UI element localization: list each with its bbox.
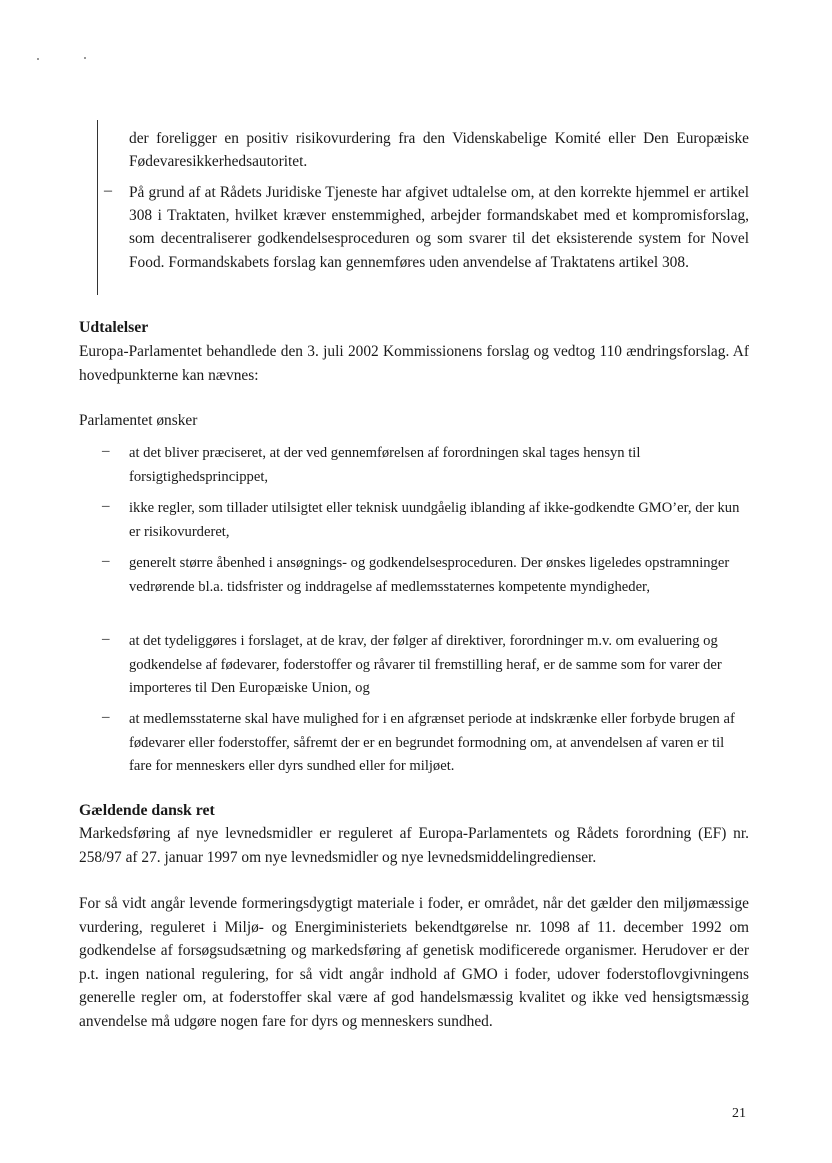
margin-change-bar	[97, 120, 98, 295]
gaeldende-paragraph-1: Markedsføring af nye levnedsmidler er reguleret af Europa-Parlamentets og Rådets forordning (EF) nr. 258/97 af 27. januar 1997 om nye levnedsmidler og nye levnedsmiddelingredienser.	[79, 825, 749, 866]
list-dash: –	[102, 709, 110, 725]
list-dash: –	[102, 498, 110, 514]
udtalelser-lead: Parlamentet ønsker	[79, 412, 198, 429]
gaeldende-paragraph-2: For så vidt angår levende formeringsdygtigt materiale i foder, er området, når det gælder den miljømæssige vurdering, reguleret i Miljø- og Energiministeriets bekendtgørelse nr. 1098 af 11. december 1992 om godkendelse af forsøgsudsætning og markedsføring af genetisk modificerede organismer. Herudover er der p.t. ingen national regulering, for så vidt angår indhold af GMO i foder, udover foderstoflovgivningens generelle regler om, at foderstoffer skal være af god handelsmæssig kvalitet og ikke ved hensigtsmæssig anvendelse må udgøre nogen fare for dyrs og menneskers sundhed.	[79, 895, 749, 1030]
intro-bullet-text: På grund af at Rådets Juridiske Tjeneste har afgivet udtalelse om, at den korrekte hjemmel er artikel 308 i Traktaten, hvilket kræver enstemmighed, arbejder formandskabet med et kompromisforslag, som decentraliserer godkendelsesproceduren og som svarer til det eksisterende system for Novel Food. Formandskabets forslag kan gennemføres uden anvendelse af Traktatens artikel 308.	[129, 184, 749, 271]
list-dash: –	[102, 443, 110, 459]
scan-speck	[84, 57, 86, 59]
list-item: at det tydeliggøres i forslaget, at de krav, der følger af direktiver, forordninger m.v. om evaluering og godkendelse af fødevarer, foderstoffer og råvarer til fremstilling heraf, er de samme som for varer der importeres til Den Europæiske Union, og	[129, 633, 722, 696]
section-heading-gaeldende-dansk-ret: Gældende dansk ret	[79, 802, 215, 819]
list-dash: –	[102, 553, 110, 569]
section-heading-udtalelser: Udtalelser	[79, 319, 149, 336]
intro-bullet-dash: –	[104, 182, 112, 199]
list-item: at det bliver præciseret, at der ved gennemførelsen af forordningen skal tages hensyn til forsigtighedsprincippet,	[129, 445, 641, 485]
list-item: at medlemsstaterne skal have mulighed for i en afgrænset periode at indskrænke eller forbyde brugen af fødevarer eller foderstoffer, såfremt der er en begrundet formodning om, at anvendelsen af varen er til fare for menneskers eller dyrs sundhed eller for miljøet.	[129, 711, 735, 774]
udtalelser-paragraph: Europa-Parlamentet behandlede den 3. juli 2002 Kommissionens forslag og vedtog 110 ændringsforslag. Af hovedpunkterne kan nævnes:	[79, 343, 749, 384]
scan-speck	[37, 58, 39, 60]
list-dash: –	[102, 631, 110, 647]
list-item: generelt større åbenhed i ansøgnings- og godkendelsesproceduren. Der ønskes ligeledes opstramninger vedrørende bl.a. tidsfrister og inddragelse af medlemsstaternes kompetente myndigheder,	[129, 555, 730, 595]
page-number: 21	[732, 1106, 746, 1121]
intro-bullet-continuation: der foreligger en positiv risikovurdering fra den Videnskabelige Komité eller Den Europæiske Fødevaresikkerhedsautoritet.	[129, 130, 749, 170]
list-item: ikke regler, som tillader utilsigtet eller teknisk uundgåelig iblanding af ikke-godkendte GMO’er, der kun er risikovurderet,	[129, 500, 740, 540]
